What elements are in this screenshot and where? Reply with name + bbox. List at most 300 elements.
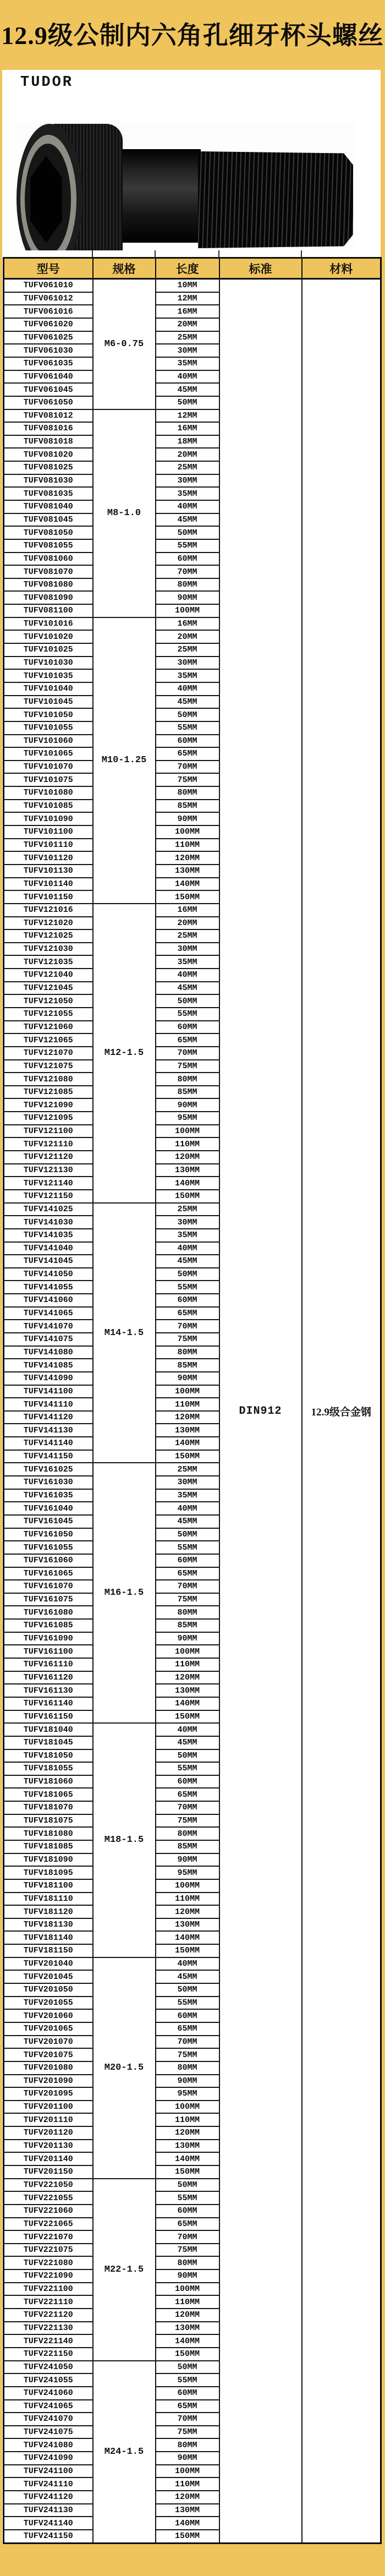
model-cell: TUFV121060 [4,1021,93,1034]
spec-cell: M6-0.75 [93,279,156,409]
length-cell: 95MM [156,1112,219,1125]
model-cell: TUFV181055 [4,1762,93,1775]
spec-cell: M24-1.5 [93,2361,156,2544]
column-header-length: 长度 [156,258,219,279]
length-cell: 10MM [156,279,219,292]
model-cell: TUFV081040 [4,500,93,513]
length-cell: 120MM [156,1905,219,1918]
model-cell: TUFV141030 [4,1216,93,1229]
model-cell: TUFV221090 [4,2269,93,2283]
length-cell: 70MM [156,2036,219,2049]
length-cell: 120MM [156,1411,219,1424]
model-cell: TUFV181040 [4,1723,93,1736]
model-cell: TUFV221120 [4,2309,93,2322]
model-cell: TUFV081035 [4,487,93,500]
model-cell: TUFV141060 [4,1294,93,1307]
model-cell: TUFV161030 [4,1476,93,1489]
length-cell: 130MM [156,1918,219,1932]
length-cell: 70MM [156,1047,219,1060]
model-cell: TUFV101045 [4,696,93,709]
model-cell: TUFV201095 [4,2087,93,2101]
model-cell: TUFV121110 [4,1137,93,1151]
length-cell: 55MM [156,1541,219,1554]
model-cell: TUFV101100 [4,825,93,839]
model-cell: TUFV061016 [4,305,93,318]
length-cell: 70MM [156,565,219,578]
length-cell: 45MM [156,1255,219,1268]
length-cell: 30MM [156,1216,219,1229]
model-cell: TUFV201130 [4,2140,93,2153]
model-cell: TUFV121100 [4,1125,93,1138]
length-cell: 70MM [156,1580,219,1593]
model-cell: TUFV141140 [4,1437,93,1450]
model-cell: TUFV221130 [4,2322,93,2335]
length-cell: 110MM [156,1398,219,1411]
length-cell: 12MM [156,409,219,423]
length-cell: 55MM [156,1281,219,1294]
length-cell: 100MM [156,1645,219,1658]
length-cell: 60MM [156,1554,219,1567]
model-cell: TUFV121020 [4,917,93,930]
model-cell: TUFV101016 [4,617,93,631]
table-row [4,279,381,292]
model-cell: TUFV121035 [4,955,93,969]
model-cell: TUFV161040 [4,1502,93,1515]
model-cell: TUFV181120 [4,1905,93,1918]
spec-cell: M10-1.25 [93,617,156,904]
model-cell: TUFV221075 [4,2244,93,2257]
model-cell: TUFV121016 [4,904,93,917]
model-cell: TUFV241070 [4,2413,93,2426]
length-cell: 55MM [156,721,219,735]
standard-cell: DIN912 [219,279,302,2544]
model-cell: TUFV101020 [4,630,93,643]
length-cell: 35MM [156,357,219,370]
length-cell: 70MM [156,1320,219,1333]
model-cell: TUFV121075 [4,1060,93,1073]
screw-threaded-end [198,151,353,248]
length-cell: 140MM [156,2334,219,2348]
model-cell: TUFV141075 [4,1333,93,1346]
length-cell: 150MM [156,2165,219,2179]
model-cell: TUFV141100 [4,1385,93,1398]
length-cell: 55MM [156,1997,219,2010]
model-cell: TUFV181140 [4,1931,93,1944]
length-cell: 50MM [156,2179,219,2192]
length-cell: 80MM [156,1346,219,1359]
model-cell: TUFV241100 [4,2465,93,2478]
model-cell: TUFV161080 [4,1606,93,1619]
length-cell: 40MM [156,1502,219,1515]
length-cell: 95MM [156,2087,219,2101]
header-row [4,258,381,279]
model-cell: TUFV121070 [4,1047,93,1060]
model-cell: TUFV101050 [4,708,93,721]
length-cell: 85MM [156,800,219,813]
length-cell: 50MM [156,1268,219,1281]
material-cell: 12.9级合金钢 [302,279,381,2544]
length-cell: 120MM [156,1671,219,1684]
length-cell: 35MM [156,487,219,500]
model-cell: TUFV061020 [4,318,93,331]
length-cell: 60MM [156,2205,219,2218]
length-cell: 75MM [156,1814,219,1828]
length-cell: 110MM [156,1893,219,1906]
model-cell: TUFV141065 [4,1307,93,1320]
model-cell: TUFV221055 [4,2191,93,2205]
model-cell: TUFV141120 [4,1411,93,1424]
length-cell: 70MM [156,2413,219,2426]
model-cell: TUFV201070 [4,2036,93,2049]
length-cell: 110MM [156,839,219,852]
length-cell: 100MM [156,2283,219,2296]
model-cell: TUFV081060 [4,553,93,566]
length-cell: 30MM [156,943,219,956]
length-cell: 30MM [156,657,219,670]
length-cell: 90MM [156,1632,219,1645]
model-cell: TUFV201120 [4,2126,93,2140]
spec-cell: M18-1.5 [93,1723,156,1957]
length-cell: 110MM [156,1658,219,1671]
length-cell: 130MM [156,1684,219,1697]
model-cell: TUFV121080 [4,1073,93,1086]
length-cell: 120MM [156,1151,219,1164]
screw-shank [118,149,201,243]
model-cell: TUFV141130 [4,1424,93,1437]
model-cell: TUFV081018 [4,435,93,449]
model-cell: TUFV181075 [4,1814,93,1828]
length-cell: 90MM [156,591,219,604]
model-cell: TUFV241140 [4,2517,93,2530]
model-cell: TUFV121120 [4,1151,93,1164]
model-cell: TUFV221050 [4,2179,93,2192]
length-cell: 45MM [156,383,219,396]
model-cell: TUFV161075 [4,1593,93,1606]
model-cell: TUFV161050 [4,1528,93,1541]
length-cell: 80MM [156,2061,219,2075]
model-cell: TUFV081100 [4,604,93,617]
spec-table-body [4,279,381,2544]
length-cell: 60MM [156,735,219,748]
model-cell: TUFV241150 [4,2530,93,2544]
length-cell: 65MM [156,1788,219,1801]
model-cell: TUFV081055 [4,539,93,553]
model-cell: TUFV081090 [4,591,93,604]
length-cell: 85MM [156,1619,219,1632]
model-cell: TUFV061030 [4,344,93,357]
spec-cell: M12-1.5 [93,904,156,1203]
model-cell: TUFV081045 [4,513,93,527]
model-cell: TUFV121150 [4,1190,93,1203]
model-cell: TUFV161140 [4,1697,93,1710]
length-cell: 45MM [156,1515,219,1528]
length-cell: 150MM [156,2530,219,2544]
model-cell: TUFV141085 [4,1359,93,1372]
model-cell: TUFV161055 [4,1541,93,1554]
model-cell: TUFV181130 [4,1918,93,1932]
length-cell: 80MM [156,1827,219,1840]
length-cell: 150MM [156,1190,219,1203]
model-cell: TUFV221080 [4,2256,93,2269]
length-cell: 140MM [156,1931,219,1944]
length-cell: 45MM [156,982,219,995]
model-cell: TUFV101025 [4,643,93,657]
length-cell: 90MM [156,2452,219,2465]
model-cell: TUFV061012 [4,292,93,305]
length-cell: 110MM [156,1137,219,1151]
column-header-model: 型号 [4,258,93,279]
model-cell: TUFV201140 [4,2152,93,2165]
length-cell: 50MM [156,1528,219,1541]
model-cell: TUFV161120 [4,1671,93,1684]
model-cell: TUFV121045 [4,982,93,995]
length-cell: 80MM [156,1073,219,1086]
length-cell: 100MM [156,2101,219,2114]
model-cell: TUFV141070 [4,1320,93,1333]
model-cell: TUFV181095 [4,1866,93,1879]
length-cell: 130MM [156,1424,219,1437]
model-cell: TUFV081030 [4,474,93,488]
spec-cell: M14-1.5 [93,1203,156,1463]
length-cell: 150MM [156,2348,219,2361]
model-cell: TUFV101060 [4,735,93,748]
model-cell: TUFV101130 [4,865,93,878]
length-cell: 80MM [156,786,219,800]
length-cell: 70MM [156,1801,219,1814]
length-cell: 80MM [156,2438,219,2452]
length-cell: 120MM [156,2491,219,2504]
length-cell: 70MM [156,2230,219,2244]
model-cell: TUFV161045 [4,1515,93,1528]
spec-table [3,257,382,2544]
length-cell: 75MM [156,2244,219,2257]
length-cell: 120MM [156,2309,219,2322]
length-cell: 60MM [156,553,219,566]
model-cell: TUFV101035 [4,669,93,682]
model-cell: TUFV241060 [4,2387,93,2400]
model-cell: TUFV081050 [4,526,93,539]
model-cell: TUFV161065 [4,1567,93,1580]
model-cell: TUFV161070 [4,1580,93,1593]
model-cell: TUFV201055 [4,1997,93,2010]
model-cell: TUFV081080 [4,578,93,592]
model-cell: TUFV181100 [4,1879,93,1893]
model-cell: TUFV241090 [4,2452,93,2465]
model-cell: TUFV101090 [4,812,93,825]
model-cell: TUFV101140 [4,878,93,891]
length-cell: 35MM [156,669,219,682]
length-cell: 90MM [156,1098,219,1112]
length-cell: 30MM [156,474,219,488]
length-cell: 100MM [156,1385,219,1398]
length-cell: 65MM [156,2400,219,2413]
length-cell: 20MM [156,448,219,461]
model-cell: TUFV181080 [4,1827,93,1840]
model-cell: TUFV101075 [4,773,93,786]
length-cell: 60MM [156,1775,219,1789]
length-cell: 140MM [156,1437,219,1450]
model-cell: TUFV101030 [4,657,93,670]
length-cell: 18MM [156,435,219,449]
model-cell: TUFV181150 [4,1944,93,1957]
model-cell: TUFV221140 [4,2334,93,2348]
length-cell: 85MM [156,1086,219,1099]
length-cell: 130MM [156,1164,219,1177]
length-cell: 65MM [156,747,219,761]
length-cell: 40MM [156,500,219,513]
model-cell: TUFV241110 [4,2477,93,2491]
length-cell: 25MM [156,461,219,474]
model-cell: TUFV081012 [4,409,93,423]
length-cell: 65MM [156,1307,219,1320]
model-cell: TUFV201075 [4,2048,93,2061]
length-cell: 40MM [156,1957,219,1971]
length-cell: 45MM [156,696,219,709]
length-cell: 16MM [156,904,219,917]
model-cell: TUFV141050 [4,1268,93,1281]
length-cell: 110MM [156,2295,219,2309]
length-cell: 75MM [156,1060,219,1073]
model-cell: TUFV161085 [4,1619,93,1632]
spec-cell: M8-1.0 [93,409,156,617]
length-cell: 60MM [156,1021,219,1034]
length-cell: 140MM [156,1177,219,1190]
model-cell: TUFV181045 [4,1736,93,1749]
length-cell: 65MM [156,1033,219,1047]
model-cell: TUFV141150 [4,1450,93,1463]
model-cell: TUFV161090 [4,1632,93,1645]
length-cell: 110MM [156,2113,219,2126]
length-cell: 75MM [156,2426,219,2439]
model-cell: TUFV121050 [4,994,93,1008]
model-cell: TUFV121030 [4,943,93,956]
model-cell: TUFV061025 [4,331,93,344]
length-cell: 150MM [156,890,219,904]
length-cell: 50MM [156,2361,219,2374]
model-cell: TUFV221065 [4,2218,93,2231]
length-cell: 60MM [156,2387,219,2400]
model-cell: TUFV101080 [4,786,93,800]
length-cell: 70MM [156,761,219,774]
length-cell: 40MM [156,370,219,384]
length-cell: 45MM [156,513,219,527]
model-cell: TUFV221060 [4,2205,93,2218]
model-cell: TUFV101085 [4,800,93,813]
length-cell: 12MM [156,292,219,305]
length-cell: 20MM [156,917,219,930]
length-cell: 80MM [156,2256,219,2269]
model-cell: TUFV181110 [4,1893,93,1906]
length-cell: 50MM [156,708,219,721]
length-cell: 90MM [156,2075,219,2088]
length-cell: 100MM [156,1125,219,1138]
length-cell: 60MM [156,1294,219,1307]
model-cell: TUFV181085 [4,1840,93,1853]
length-cell: 55MM [156,2373,219,2387]
model-cell: TUFV121085 [4,1086,93,1099]
model-cell: TUFV201050 [4,1983,93,1997]
model-cell: TUFV241130 [4,2504,93,2517]
model-cell: TUFV121025 [4,929,93,943]
model-cell: TUFV181060 [4,1775,93,1789]
length-cell: 140MM [156,1697,219,1710]
model-cell: TUFV201150 [4,2165,93,2179]
model-cell: TUFV141035 [4,1229,93,1242]
length-cell: 130MM [156,865,219,878]
length-cell: 16MM [156,305,219,318]
model-cell: TUFV121140 [4,1177,93,1190]
length-cell: 16MM [156,422,219,435]
model-cell: TUFV201040 [4,1957,93,1971]
length-cell: 80MM [156,1606,219,1619]
model-cell: TUFV081025 [4,461,93,474]
model-cell: TUFV181090 [4,1853,93,1867]
model-cell: TUFV121065 [4,1033,93,1047]
column-guides [3,250,380,257]
model-cell: TUFV201090 [4,2075,93,2088]
model-cell: TUFV061010 [4,279,93,292]
length-cell: 40MM [156,1723,219,1736]
model-cell: TUFV161100 [4,1645,93,1658]
model-cell: TUFV061035 [4,357,93,370]
length-cell: 25MM [156,331,219,344]
model-cell: TUFV241075 [4,2426,93,2439]
model-cell: TUFV181070 [4,1801,93,1814]
length-cell: 130MM [156,2504,219,2517]
model-cell: TUFV121130 [4,1164,93,1177]
length-cell: 16MM [156,617,219,631]
length-cell: 45MM [156,1736,219,1749]
length-cell: 20MM [156,318,219,331]
column-guide-tick [92,250,93,257]
model-cell: TUFV181050 [4,1749,93,1763]
model-cell: TUFV061040 [4,370,93,384]
length-cell: 25MM [156,1463,219,1476]
column-header-spec: 规格 [93,258,156,279]
model-cell: TUFV241120 [4,2491,93,2504]
model-cell: TUFV201045 [4,1970,93,1983]
model-cell: TUFV101055 [4,721,93,735]
model-cell: TUFV121095 [4,1112,93,1125]
model-cell: TUFV161025 [4,1463,93,1476]
model-cell: TUFV161060 [4,1554,93,1567]
length-cell: 50MM [156,994,219,1008]
model-cell: TUFV201080 [4,2061,93,2075]
length-cell: 45MM [156,1970,219,1983]
length-cell: 25MM [156,1203,219,1216]
length-cell: 55MM [156,539,219,553]
length-cell: 100MM [156,604,219,617]
page-title: 12.9级公制内六角孔细牙杯头螺丝 [1,21,384,50]
length-cell: 130MM [156,2322,219,2335]
length-cell: 55MM [156,1762,219,1775]
spec-cell: M22-1.5 [93,2179,156,2361]
length-cell: 65MM [156,2218,219,2231]
model-cell: TUFV101150 [4,890,93,904]
length-cell: 150MM [156,1944,219,1957]
model-cell: TUFV101065 [4,747,93,761]
model-cell: TUFV221150 [4,2348,93,2361]
column-header-material: 材料 [302,258,381,279]
length-cell: 55MM [156,2191,219,2205]
model-cell: TUFV081020 [4,448,93,461]
length-cell: 35MM [156,955,219,969]
length-cell: 100MM [156,825,219,839]
length-cell: 55MM [156,1008,219,1021]
model-cell: TUFV161150 [4,1710,93,1724]
model-cell: TUFV201065 [4,2022,93,2036]
column-guide-tick [301,250,302,257]
